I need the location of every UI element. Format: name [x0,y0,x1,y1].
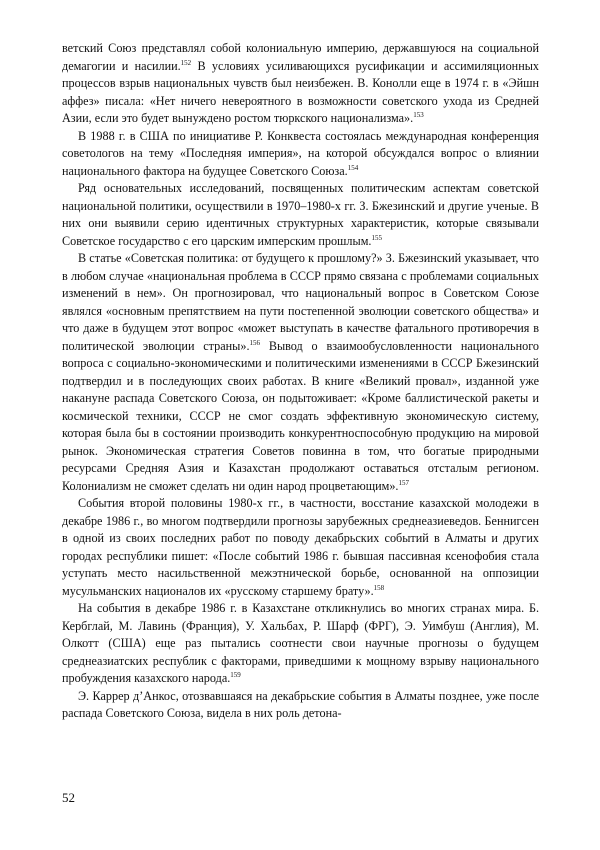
footnote-ref: 156 [249,338,261,347]
paragraph-text: События второй половины 1980-х гг., в частности, восстание казахской молодежи в декабре 1986 г., во многом подтвердили прогнозы зарубежных среднеазиеведов. Беннигсен в одной из своих последних работ по поводу декабрьских событий в Алматы и других городах республики пишет: «После событий 1986 г. бывшая пассивная ксенофобия стала уступать место насильственной межэтнической борьбе, основанной на оппозиции мусульманских националов их «русскому старшему брату». [62,496,539,598]
paragraph [62,250,539,495]
paragraph [62,40,539,128]
footnote-ref: 157 [398,478,409,487]
page-number: 52 [62,790,75,805]
footnote-ref: 153 [413,111,424,119]
footnote-ref: 159 [230,671,241,679]
paragraph-text: ветский Союз представлял собой колониальную империю, державшуюся на социальной демагогии и насилии. [62,41,539,73]
footnote-ref: 154 [347,163,359,172]
footnote-ref: 155 [371,233,382,242]
paragraph [62,128,539,181]
paragraph-text: В 1988 г. в США по инициативе Р. Конквеста состоялась международная конференция советологов на тему «Последняя империя», на которой обсуждался вопрос о влиянии национального фактора на будущее Советского Союза. [62,128,539,178]
paragraph-text: На события в декабре 1986 г. в Казахстане откликнулись во многих странах мира. Б. Кербглай, М. Лавинь (Франция), У. Хальбах, Р. Шарф (ФРГ), Э. Уимбуш (Англия), М. Олкотт (США) еще раз пытались соотнести свои научные прогнозы о будущем среднеазиатских республик с факторами, приведшими к мощному взрыву национального пробуждения казахского народа. [62,601,539,685]
paragraph-text: В условиях усиливающихся русификации и ассимиляционных процессов взрыв национальных чувств был неизбежен. В. Конолли еще в 1974 г. в «Эйшн аффез» писала: «Нет ничего невероятного в возможности советского ухода из Средней Азии, если это будет вынуждено ростом тюркского национализма». [62,58,539,125]
paragraph-text: Вывод о взаимообусловленности национального вопроса с социально-экономическими и политическими изменениями в СССР Бжезинский подтвердил и в последующих своих работах. В книге «Великий провал», изданной уже накануне распада Советского Союза, он подытоживает: «Кроме баллистической ракеты и космической техники, СССР не смог создать эффективную экономическую систему, которая была бы в состоянии производить конкурентноспособную продукцию на мировой рынок. Экономическая стратегия Советов повинна в том, что богатые природными ресурсами Средняя Азия и Казахстан продолжают оставаться отсталым регионом. Колониализм не сможет сделать ни один народ процветающим». [62,338,540,493]
paragraph [62,180,539,250]
paragraph-text: Э. Каррер д’Анкос, отозвавшаяся на декабрьские события в Алматы позднее, уже после распада Советского Союза, видела в них роль детона- [62,688,539,720]
paragraph [62,600,539,688]
paragraph [62,688,539,723]
footnote-ref: 158 [373,583,385,592]
body-text [62,40,539,723]
footnote-ref: 152 [180,58,192,67]
paragraph-text: В статье «Советская политика: от будущего к прошлому?» З. Бжезинский указывает, что в любом случае «национальная проблема в СССР прямо связана с проблемами социальных изменений в нем». Он прогнозировал, что национальный вопрос в Советском Союзе являлся «основным препятствием на пути постепенной эволюции советского общества» и что даже в будущем этот вопрос «может выступать в качестве фатального противоречия в политической эволюции страны». [62,251,539,353]
paragraph-text: Ряд основательных исследований, посвященных политическим аспектам советской национальной политики, осуществили в 1970–1980-х гг. З. Бжезинский и другие ученые. В них они выявили серию идентичных структурных характеристик, которые связывали Советское государство с его царским имперским прошлым. [62,181,539,248]
paragraph [62,495,539,600]
